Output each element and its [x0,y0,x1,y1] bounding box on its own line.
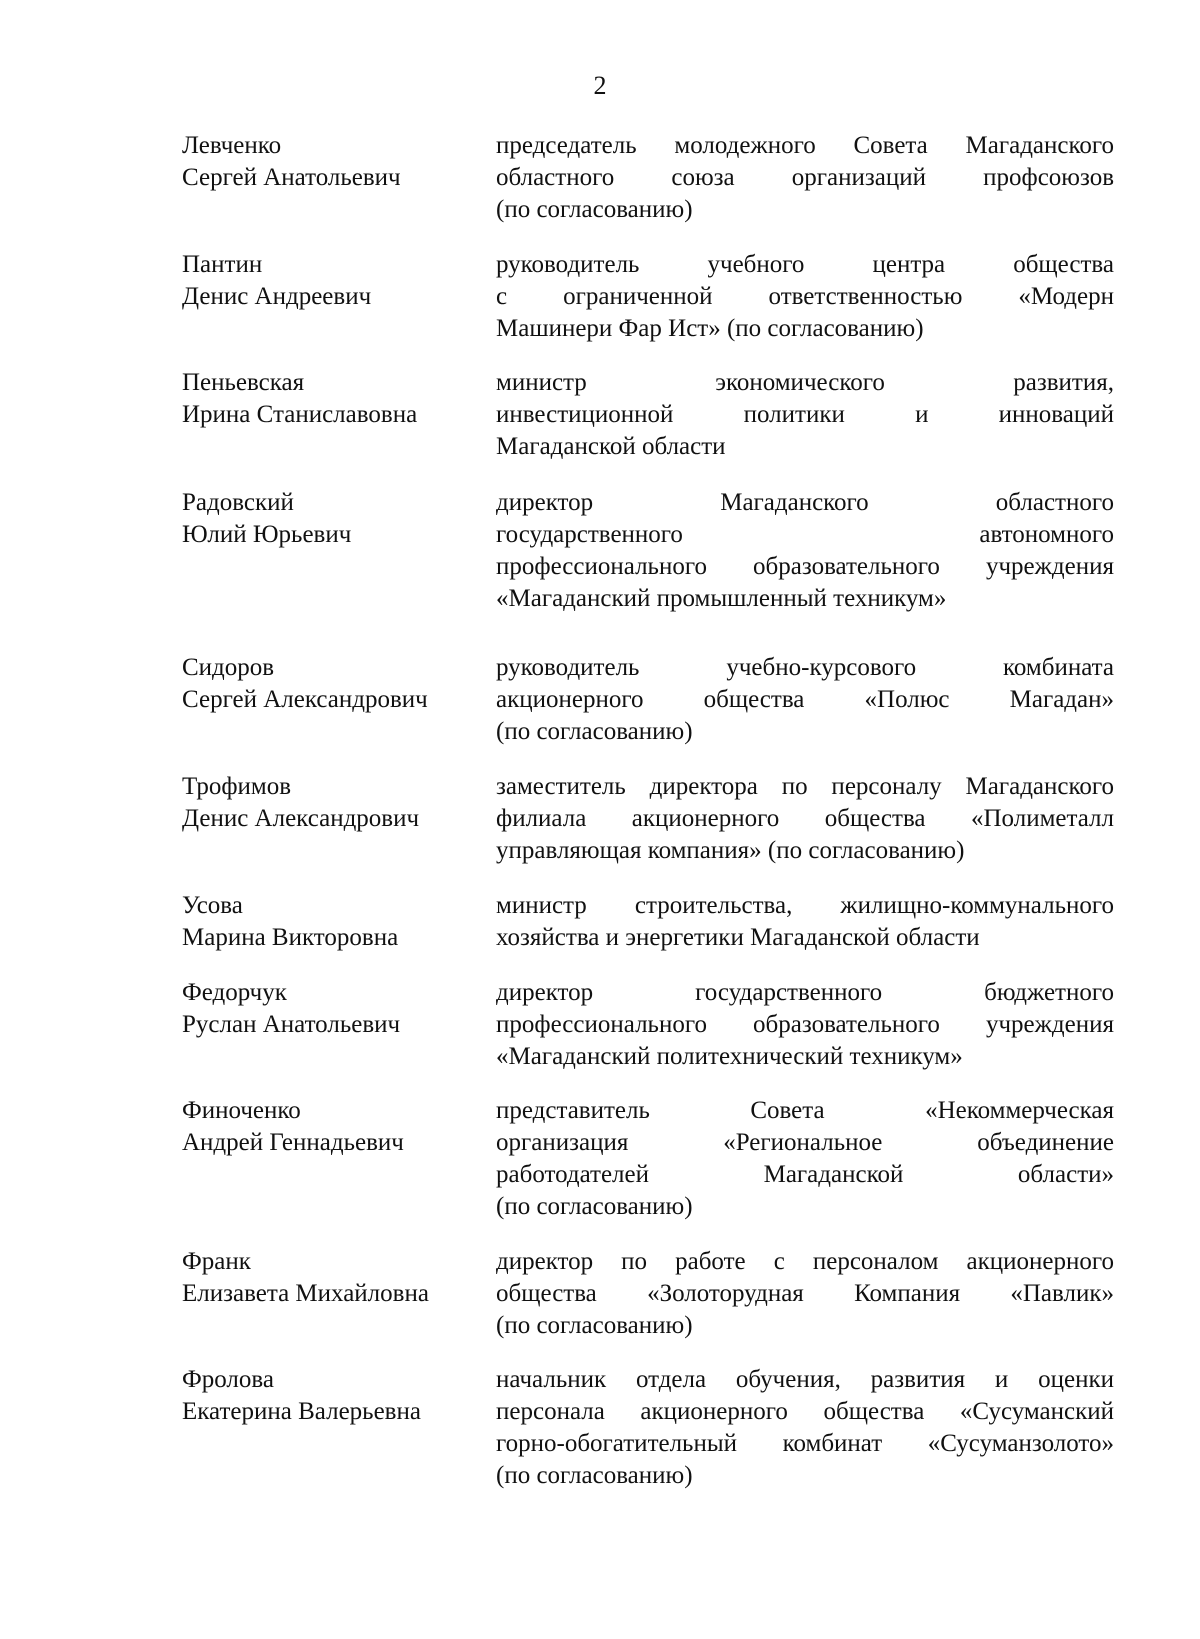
member-surname: Радовский [182,489,294,516]
member-role [496,487,1114,615]
role-line: горно-обогатительный комбинат «Сусуманзолото» [496,1430,1114,1457]
role-line: акционерного общества «Полюс Магадан» [496,686,1114,713]
role-line: с ограниченной ответственностью «Модерн [496,283,1114,310]
role-line: директор Магаданского областного [496,489,1114,516]
member-surname: Левченко [182,132,282,159]
member-name [182,249,482,313]
member-role [496,249,1114,345]
role-line: Машинери Фар Ист» (по согласованию) [496,315,924,342]
role-line: (по согласованию) [496,718,693,745]
role-line: областного союза организаций профсоюзов [496,164,1114,191]
member-given-names: Андрей Геннадьевич [182,1129,404,1156]
member-name [182,130,482,194]
member-given-names: Марина Викторовна [182,924,399,951]
member-given-names: Сергей Александрович [182,686,428,713]
role-line: начальник отдела обучения, развития и оценки [496,1366,1114,1393]
member-role [496,771,1114,867]
role-line: руководитель учебного центра общества [496,251,1114,278]
member-surname: Трофимов [182,773,292,800]
role-line: профессионального образовательного учреждения [496,553,1114,580]
member-role [496,652,1114,748]
role-line: общества «Золоторудная Компания «Павлик» [496,1280,1114,1307]
page-number: 2 [593,71,607,100]
member-given-names: Денис Александрович [182,805,420,832]
member-name [182,977,482,1041]
member-given-names: Сергей Анатольевич [182,164,401,191]
role-line: филиала акционерного общества «Полиметалл [496,805,1114,832]
member-name [182,1246,482,1310]
member-given-names: Екатерина Валерьевна [182,1398,421,1425]
role-line: профессионального образовательного учреждения [496,1011,1114,1038]
member-name [182,652,482,716]
member-role [496,1095,1114,1223]
role-line: (по согласованию) [496,196,693,223]
role-line: работодателей Магаданской области» [496,1161,1114,1188]
role-line: (по согласованию) [496,1312,693,1339]
member-name [182,1095,482,1159]
member-given-names: Ирина Станиславовна [182,401,418,428]
member-given-names: Денис Андреевич [182,283,372,310]
role-line: министр строительства, жилищно-коммунального [496,892,1114,919]
role-line: государственного автономного [496,521,1114,548]
member-surname: Финоченко [182,1097,301,1124]
role-line: директор по работе с персоналом акционерного [496,1248,1114,1275]
member-given-names: Елизавета Михайловна [182,1280,429,1307]
role-line: хозяйства и энергетики Магаданской области [496,924,980,951]
role-line: министр экономического развития, [496,369,1114,396]
role-line: председатель молодежного Совета Магаданского [496,132,1114,159]
role-line: «Магаданский промышленный техникум» [496,585,947,612]
member-surname: Сидоров [182,654,275,681]
role-line: руководитель учебно-курсового комбината [496,654,1114,681]
member-role [496,977,1114,1073]
member-role [496,890,1114,954]
member-given-names: Юлий Юрьевич [182,521,352,548]
role-line: инвестиционной политики и инноваций [496,401,1114,428]
member-role [496,130,1114,226]
role-line: директор государственного бюджетного [496,979,1114,1006]
role-line: (по согласованию) [496,1462,693,1489]
member-name [182,1364,482,1428]
role-line: заместитель директора по персоналу Магаданского [496,773,1114,800]
role-line: (по согласованию) [496,1193,693,1220]
member-surname: Пеньевская [182,369,305,396]
role-line: управляющая компания» (по согласованию) [496,837,965,864]
member-surname: Усова [182,892,243,919]
member-role [496,1246,1114,1342]
member-name [182,367,482,431]
role-line: Магаданской области [496,433,726,460]
role-line: «Магаданский политехнический техникум» [496,1043,963,1070]
member-surname: Фролова [182,1366,274,1393]
member-given-names: Руслан Анатольевич [182,1011,401,1038]
member-surname: Федорчук [182,979,287,1006]
role-line: организация «Региональное объединение [496,1129,1114,1156]
member-surname: Франк [182,1248,251,1275]
role-line: представитель Совета «Некоммерческая [496,1097,1114,1124]
member-name [182,487,482,551]
member-role [496,1364,1114,1492]
member-name [182,771,482,835]
member-surname: Пантин [182,251,263,278]
member-role [496,367,1114,463]
role-line: персонала акционерного общества «Сусуманский [496,1398,1114,1425]
member-name [182,890,482,954]
